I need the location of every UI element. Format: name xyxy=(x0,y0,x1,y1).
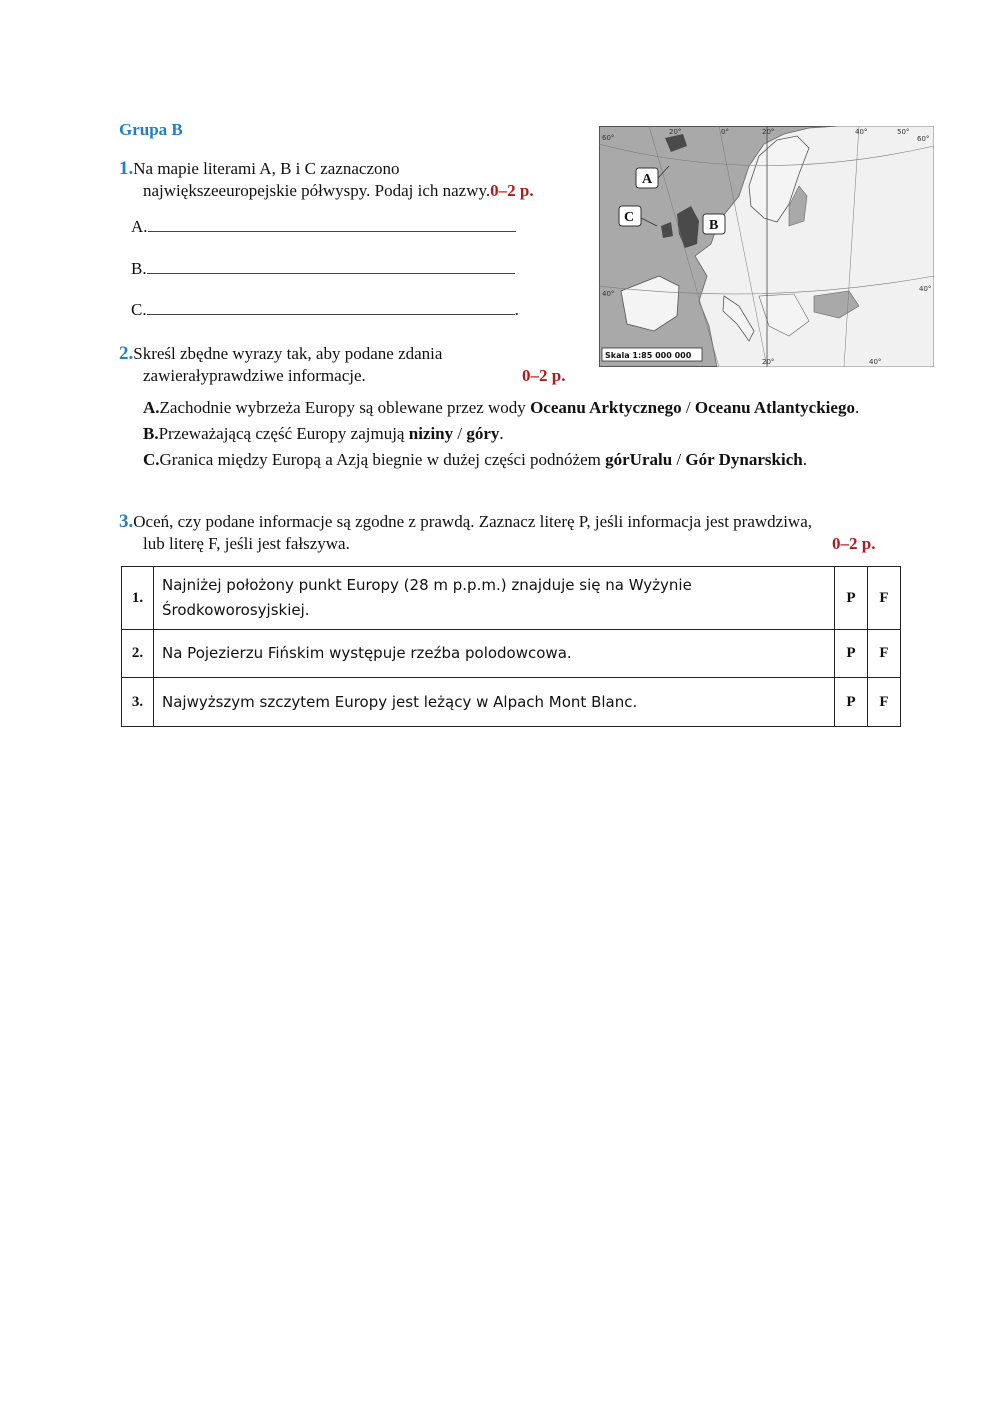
answer-blank[interactable] xyxy=(147,300,515,315)
option-2[interactable]: Gór Dynarskich xyxy=(685,450,803,469)
statement xyxy=(154,567,835,630)
row-number: 3. xyxy=(122,678,154,727)
item-text: Przeważającą część Europy zajmują xyxy=(158,424,409,443)
option-separator: / xyxy=(681,398,695,417)
map-marker-b: B xyxy=(709,218,719,233)
answer-label: B. xyxy=(131,259,147,278)
item-end: . xyxy=(854,398,860,417)
statement-line-2: Środkoworosyjskiej. xyxy=(162,601,310,619)
lon-label: 0° xyxy=(721,128,729,136)
question-2-items xyxy=(143,395,903,473)
false-option[interactable]: F xyxy=(868,630,901,678)
question-1-points: 0–2 p. xyxy=(490,181,534,200)
item-letter: B. xyxy=(143,424,159,443)
question-1 xyxy=(119,158,534,202)
row-number: 2. xyxy=(122,630,154,678)
lon-label: 40° xyxy=(855,128,868,136)
question-2-item-b xyxy=(143,421,903,447)
true-option[interactable]: P xyxy=(835,567,868,630)
row-number: 1. xyxy=(122,567,154,630)
question-3-points: 0–2 p. xyxy=(832,534,876,553)
statement xyxy=(154,678,835,727)
table-row xyxy=(122,567,901,630)
map-marker-a: A xyxy=(642,172,653,187)
option-separator: / xyxy=(672,450,686,469)
statement-line-1: Najniżej położony punkt Europy (28 m p.p.m.) znajduje się na Wyżynie xyxy=(162,576,692,594)
item-text: Granica między Europą a Azją biegnie w dużej części podnóżem xyxy=(159,450,606,469)
answer-line-b[interactable] xyxy=(131,259,515,279)
statement-line-1: Na Pojezierzu Fińskim występuje rzeźba polodowcowa. xyxy=(162,644,572,662)
option-2[interactable]: góry xyxy=(466,424,500,443)
answer-label: A. xyxy=(131,217,148,236)
section-title: Grupa B xyxy=(119,120,183,139)
europe-map xyxy=(599,126,934,367)
question-2-item-c xyxy=(143,447,903,473)
lat-label: 60° xyxy=(917,135,930,143)
lat-label: 40° xyxy=(919,285,932,293)
true-option[interactable]: P xyxy=(835,678,868,727)
map-scale: Skala 1:85 000 000 xyxy=(605,351,692,360)
true-false-table xyxy=(121,566,901,727)
option-separator: / xyxy=(453,424,467,443)
question-2-number: 2. xyxy=(119,343,134,364)
question-3 xyxy=(119,511,889,555)
question-2-points: 0–2 p. xyxy=(522,366,566,385)
option-1[interactable]: Oceanu Arktycznego xyxy=(530,398,682,417)
question-1-line-1: Na mapie literami A, B i C zaznaczono xyxy=(133,159,400,178)
answer-blank[interactable] xyxy=(148,217,516,232)
item-text: Zachodnie wybrzeża Europy są oblewane przez wody xyxy=(159,398,531,417)
item-letter: C. xyxy=(143,450,160,469)
true-option[interactable]: P xyxy=(835,630,868,678)
table-row xyxy=(122,678,901,727)
question-2-line-2: zawierałyprawdziwe informacje. xyxy=(143,366,366,385)
question-2-line-1: Skreśl zbędne wyrazy tak, aby podane zdania xyxy=(133,344,443,363)
question-2-item-a xyxy=(143,395,903,421)
question-3-line-1: Oceń, czy podane informacje są zgodne z prawdą. Zaznacz literę P, jeśli informacja jest prawdziwa, xyxy=(133,512,812,531)
answer-end: . xyxy=(514,300,519,319)
false-option[interactable]: F xyxy=(868,678,901,727)
answer-line-a[interactable] xyxy=(131,217,516,237)
item-letter: A. xyxy=(143,398,160,417)
option-2[interactable]: Oceanu Atlantyckiego xyxy=(694,398,855,417)
answer-line-c[interactable] xyxy=(131,300,519,320)
lon-label: 20° xyxy=(669,128,682,136)
item-end: . xyxy=(802,450,807,469)
lat-label: 60° xyxy=(602,134,615,142)
question-3-line-2: lub literę F, jeśli jest fałszywa. xyxy=(143,534,350,553)
item-end: . xyxy=(499,424,504,443)
question-1-line-2: największeeuropejskie półwyspy. Podaj ich nazwy. xyxy=(143,181,491,200)
lon-label: 40° xyxy=(869,358,882,366)
question-3-number: 3. xyxy=(119,511,134,532)
question-2 xyxy=(119,343,589,387)
answer-label: C. xyxy=(131,300,147,319)
table-row xyxy=(122,630,901,678)
lat-label: 40° xyxy=(602,290,615,298)
statement xyxy=(154,630,835,678)
false-option[interactable]: F xyxy=(868,567,901,630)
question-1-number: 1. xyxy=(119,158,134,179)
answer-blank[interactable] xyxy=(147,259,515,274)
lon-label: 50° xyxy=(897,128,910,136)
lon-label: 20° xyxy=(762,358,775,366)
statement-line-1: Najwyższym szczytem Europy jest leżący w Alpach Mont Blanc. xyxy=(162,692,638,711)
option-1[interactable]: górUralu xyxy=(605,450,673,469)
map-marker-c: C xyxy=(624,210,635,225)
lon-label: 20° xyxy=(762,128,775,136)
option-1[interactable]: niziny xyxy=(408,424,454,443)
